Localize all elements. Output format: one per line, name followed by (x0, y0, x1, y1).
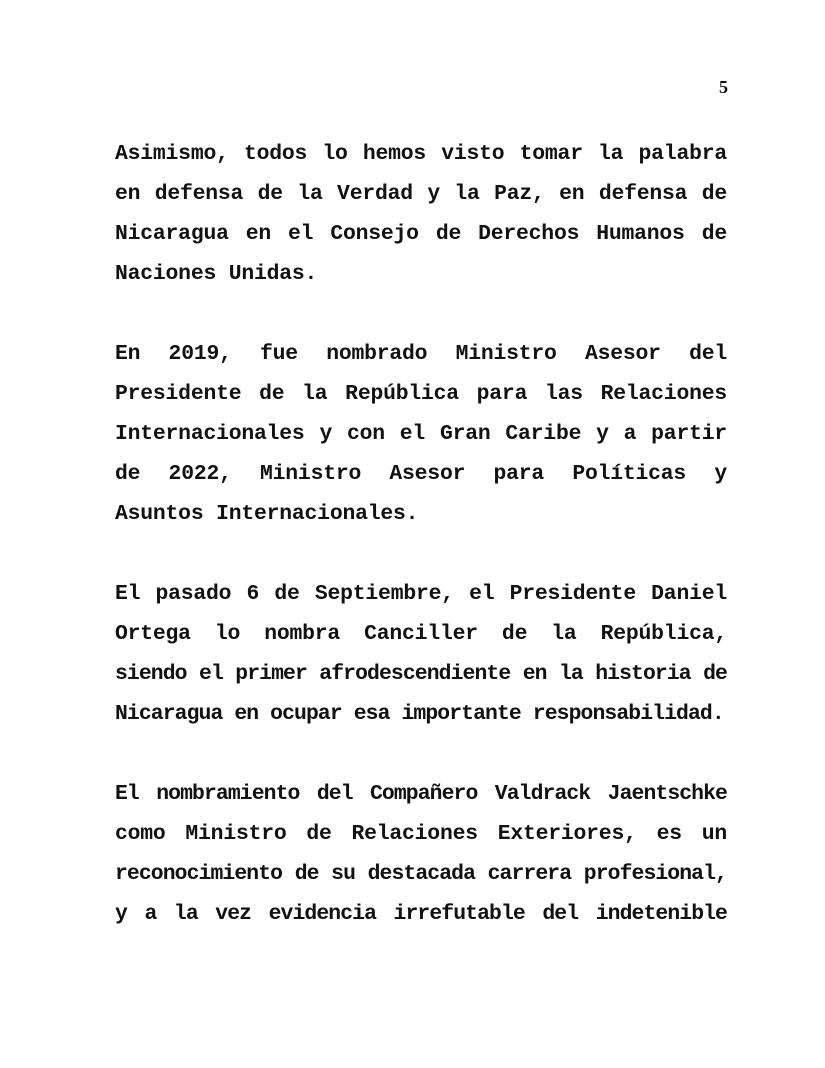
document-body (115, 134, 727, 974)
text-line: Nicaragua en ocupar esa importante responsabilidad. (115, 702, 724, 726)
text-line: Naciones Unidas. (115, 262, 318, 286)
text-line: reconocimiento de su destacada carrera profesional, (115, 862, 727, 886)
text-line: siendo el primer afrodescendiente en la historia de (115, 662, 727, 686)
text-line: como Ministro de Relaciones Exteriores, es un (115, 822, 727, 846)
text-line: Internacionales y con el Gran Caribe y a partir (115, 422, 727, 446)
text-line: Presidente de la República para las Relaciones (115, 382, 727, 406)
text-line: En 2019, fue nombrado Ministro Asesor del (115, 342, 727, 366)
text-line: El nombramiento del Compañero Valdrack Jaentschke (115, 782, 727, 806)
text-line: y a la vez evidencia irrefutable del indetenible (115, 902, 727, 926)
text-line: en defensa de la Verdad y la Paz, en defensa de (115, 182, 727, 206)
text-line: El pasado 6 de Septiembre, el Presidente Daniel (115, 582, 727, 606)
text-line: de 2022, Ministro Asesor para Políticas y (115, 462, 727, 486)
paragraph-4 (115, 774, 727, 934)
page-number: 5 (719, 77, 728, 97)
paragraph-1 (115, 134, 727, 294)
text-line: Ortega lo nombra Canciller de la República, (115, 622, 727, 646)
text-line: Nicaragua en el Consejo de Derechos Humanos de (115, 222, 727, 246)
paragraph-3 (115, 574, 727, 734)
paragraph-2 (115, 334, 727, 534)
text-line: Asuntos Internacionales. (115, 502, 419, 526)
text-line: Asimismo, todos lo hemos visto tomar la palabra (115, 142, 727, 166)
